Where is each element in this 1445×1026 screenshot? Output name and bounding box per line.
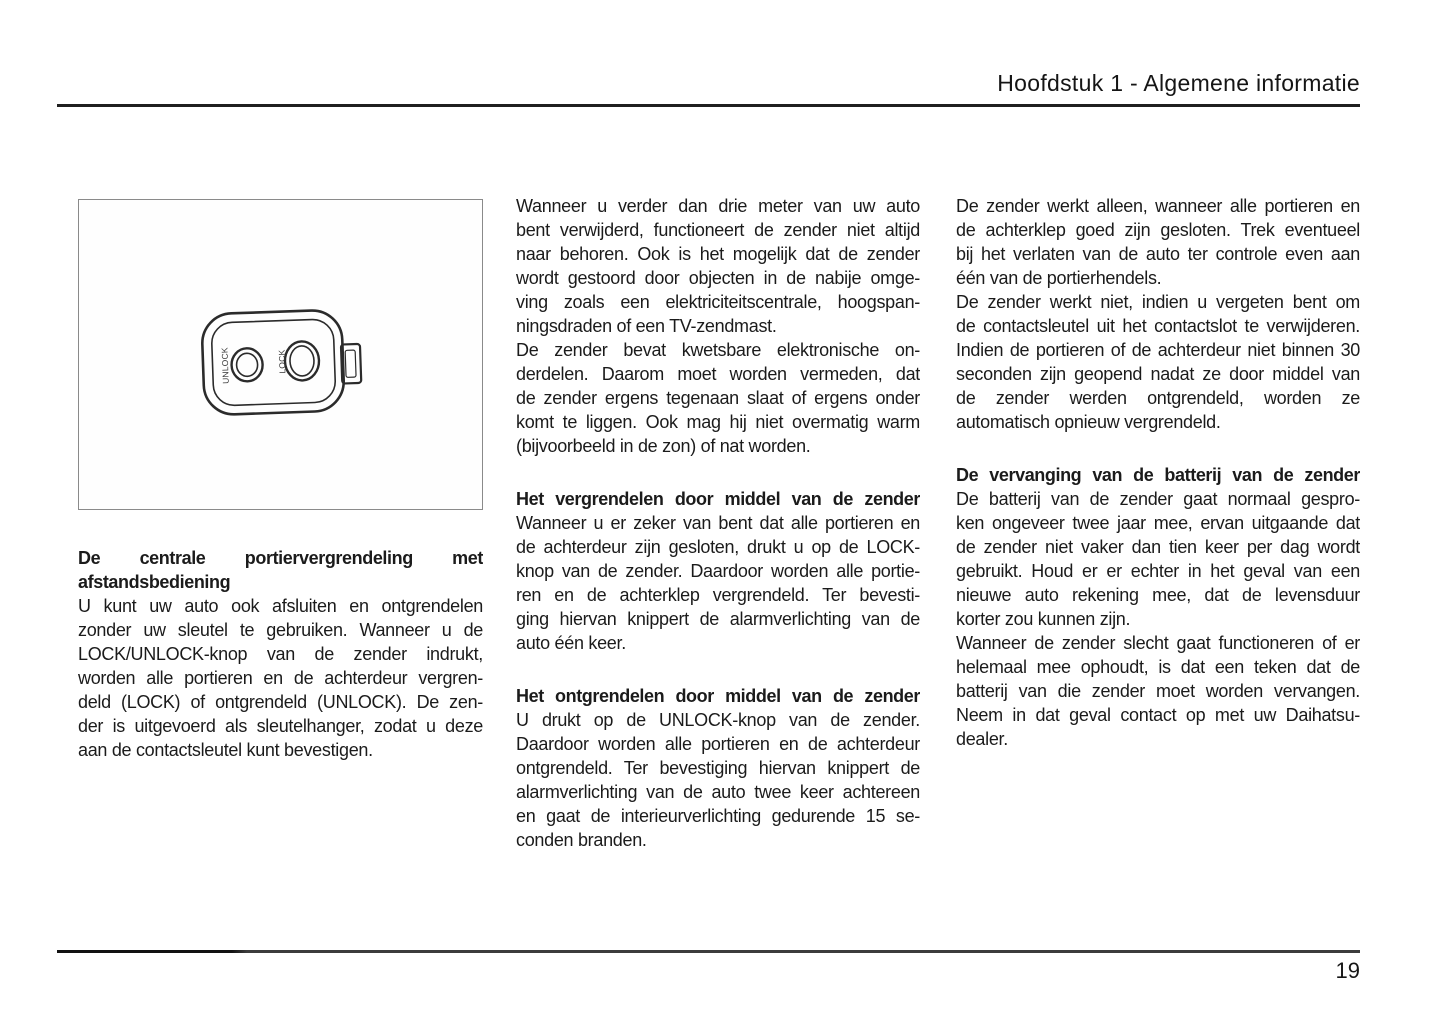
text-line: batterij van die zender moet worden vervangen. xyxy=(956,681,1360,701)
text-line: de contactsleutel uit het contactslot te verwijderen. xyxy=(956,316,1360,336)
text-line: één van de portierhendels. xyxy=(956,268,1162,288)
footer-rule xyxy=(57,950,1360,953)
text-line: U drukt op de UNLOCK-knop van de zender. xyxy=(516,710,920,730)
paragraph-range-warning xyxy=(516,194,920,338)
lock-button-label: LOCK xyxy=(276,349,288,374)
text-line: Het vergrendelen door middel van de zender xyxy=(516,489,920,509)
paragraph-locking xyxy=(516,511,920,655)
text-line: ren en de achterklep vergrendeld. Ter bevesti- xyxy=(516,585,920,605)
text-line: der is uitgevoerd als sleutelhanger, zodat u deze xyxy=(78,716,483,736)
text-line: nieuwe auto rekening mee, dat de levensduur xyxy=(956,585,1360,605)
text-line: afstandsbediening xyxy=(78,572,231,592)
text-line: Daardoor worden alle portieren en de achterdeur xyxy=(516,734,920,754)
text-line: De batterij van de zender gaat normaal gespro- xyxy=(956,489,1360,509)
text-line: (bijvoorbeeld in de zon) of nat worden. xyxy=(516,436,811,456)
text-line: de zender werden ontgrendeld, worden ze xyxy=(956,388,1360,408)
paragraph-doors-closed xyxy=(956,194,1360,290)
text-line: korter zou kunnen zijn. xyxy=(956,609,1131,629)
text-line: zonder uw sleutel te gebruiken. Wanneer u de xyxy=(78,620,483,640)
text-line: Indien de portieren of de achterdeur niet binnen 30 xyxy=(956,340,1360,360)
text-line: Wanneer u er zeker van bent dat alle portieren en xyxy=(516,513,920,533)
text-line: ken ongeveer twee jaar mee, ervan uitgaande dat xyxy=(956,513,1360,533)
text-line: seconden zijn geopend nadat ze door middel van xyxy=(956,364,1360,384)
text-line: de achterdeur zijn gesloten, drukt u op de LOCK- xyxy=(516,537,920,557)
text-line: De zender werkt alleen, wanneer alle portieren en xyxy=(956,196,1360,216)
text-line: deld (LOCK) of ontgrendeld (UNLOCK). De zen- xyxy=(78,692,483,712)
text-line: de zender niet vaker dan tien keer per dag wordt xyxy=(956,537,1360,557)
text-line: conden branden. xyxy=(516,830,647,850)
text-line: Wanneer de zender slecht gaat functioneren of er xyxy=(956,633,1360,653)
paragraph-unlocking xyxy=(516,708,920,852)
text-line: knop van de zender. Daardoor worden alle portie- xyxy=(516,561,920,581)
paragraph-fragile-electronics xyxy=(516,338,920,458)
header-rule xyxy=(57,104,1360,107)
text-line: LOCK/UNLOCK-knop van de zender indrukt, xyxy=(78,644,483,664)
text-line: auto één keer. xyxy=(516,633,626,653)
text-line: gebruikt. Houd er er echter in het geval van een xyxy=(956,561,1360,581)
paragraph-battery-replacement xyxy=(956,631,1360,751)
text-line: ontgrendeld. Ter bevestiging hiervan knippert de xyxy=(516,758,920,778)
text-line: ging hiervan knippert de alarmverlichting van de xyxy=(516,609,920,629)
paragraph-auto-relock xyxy=(956,290,1360,434)
column-right xyxy=(956,194,1360,751)
text-line: Wanneer u verder dan drie meter van uw auto xyxy=(516,196,920,216)
unlock-button-label: UNLOCK xyxy=(219,347,231,385)
text-line: aan de contactsleutel kunt bevestigen. xyxy=(78,740,373,760)
remote-key-illustration xyxy=(79,200,481,508)
text-line: De zender bevat kwetsbare elektronische on- xyxy=(516,340,920,360)
text-line: naar behoren. Ook is het mogelijk dat de zender xyxy=(516,244,920,264)
text-line: dealer. xyxy=(956,729,1008,749)
text-line: de achterklep goed zijn gesloten. Trek eventueel xyxy=(956,220,1360,240)
text-line: en gaat de interieurverlichting gedurende 15 se- xyxy=(516,806,920,826)
section-heading-locking xyxy=(516,487,920,511)
text-line: derdelen. Daarom moet worden vermeden, dat xyxy=(516,364,920,384)
text-line: U kunt uw auto ook afsluiten en ontgrendelen xyxy=(78,596,483,616)
text-line: wordt gestoord door objecten in de nabije omge- xyxy=(516,268,920,288)
text-line: komt te liggen. Ook mag hij niet overmatig warm xyxy=(516,412,920,432)
text-line: worden alle portieren en de achterdeur vergren- xyxy=(78,668,483,688)
text-line: de zender ergens tegenaan slaat of ergens onder xyxy=(516,388,920,408)
unlock-button-inner xyxy=(236,353,258,377)
column-middle xyxy=(516,194,920,852)
text-line: alarmverlichting van de auto twee keer achtereen xyxy=(516,782,920,802)
column-left xyxy=(78,194,483,762)
chapter-header: Hoofdstuk 1 - Algemene informatie xyxy=(997,70,1360,96)
text-line: bij het verlaten van de auto ter controle even aan xyxy=(956,244,1360,264)
paragraph-central-locking xyxy=(78,594,483,762)
figure-frame xyxy=(78,199,483,510)
text-line: bent verwijderd, functioneert de zender niet altijd xyxy=(516,220,920,240)
text-line: Het ontgrendelen door middel van de zender xyxy=(516,686,920,706)
text-line: De vervanging van de batterij van de zender xyxy=(956,465,1360,485)
lock-button-inner xyxy=(289,346,314,377)
section-heading-central-locking xyxy=(78,546,483,594)
text-line: ving zoals een elektriciteitscentrale, hoogspan- xyxy=(516,292,920,312)
text-line: helemaal mee ophoudt, is dat een teken dat de xyxy=(956,657,1360,677)
text-line: De centrale portiervergrendeling met xyxy=(78,548,483,568)
paragraph-battery-life xyxy=(956,487,1360,631)
text-line: automatisch opnieuw vergrendeld. xyxy=(956,412,1221,432)
text-line: De zender werkt niet, indien u vergeten bent om xyxy=(956,292,1360,312)
text-line: ningsdraden of een TV-zendmast. xyxy=(516,316,777,336)
text-line: Neem in dat geval contact op met uw Daihatsu- xyxy=(956,705,1360,725)
page-number: 19 xyxy=(1335,958,1360,983)
section-heading-unlocking xyxy=(516,684,920,708)
fob-keyring-tab-inner xyxy=(345,350,356,377)
section-heading-battery xyxy=(956,463,1360,487)
